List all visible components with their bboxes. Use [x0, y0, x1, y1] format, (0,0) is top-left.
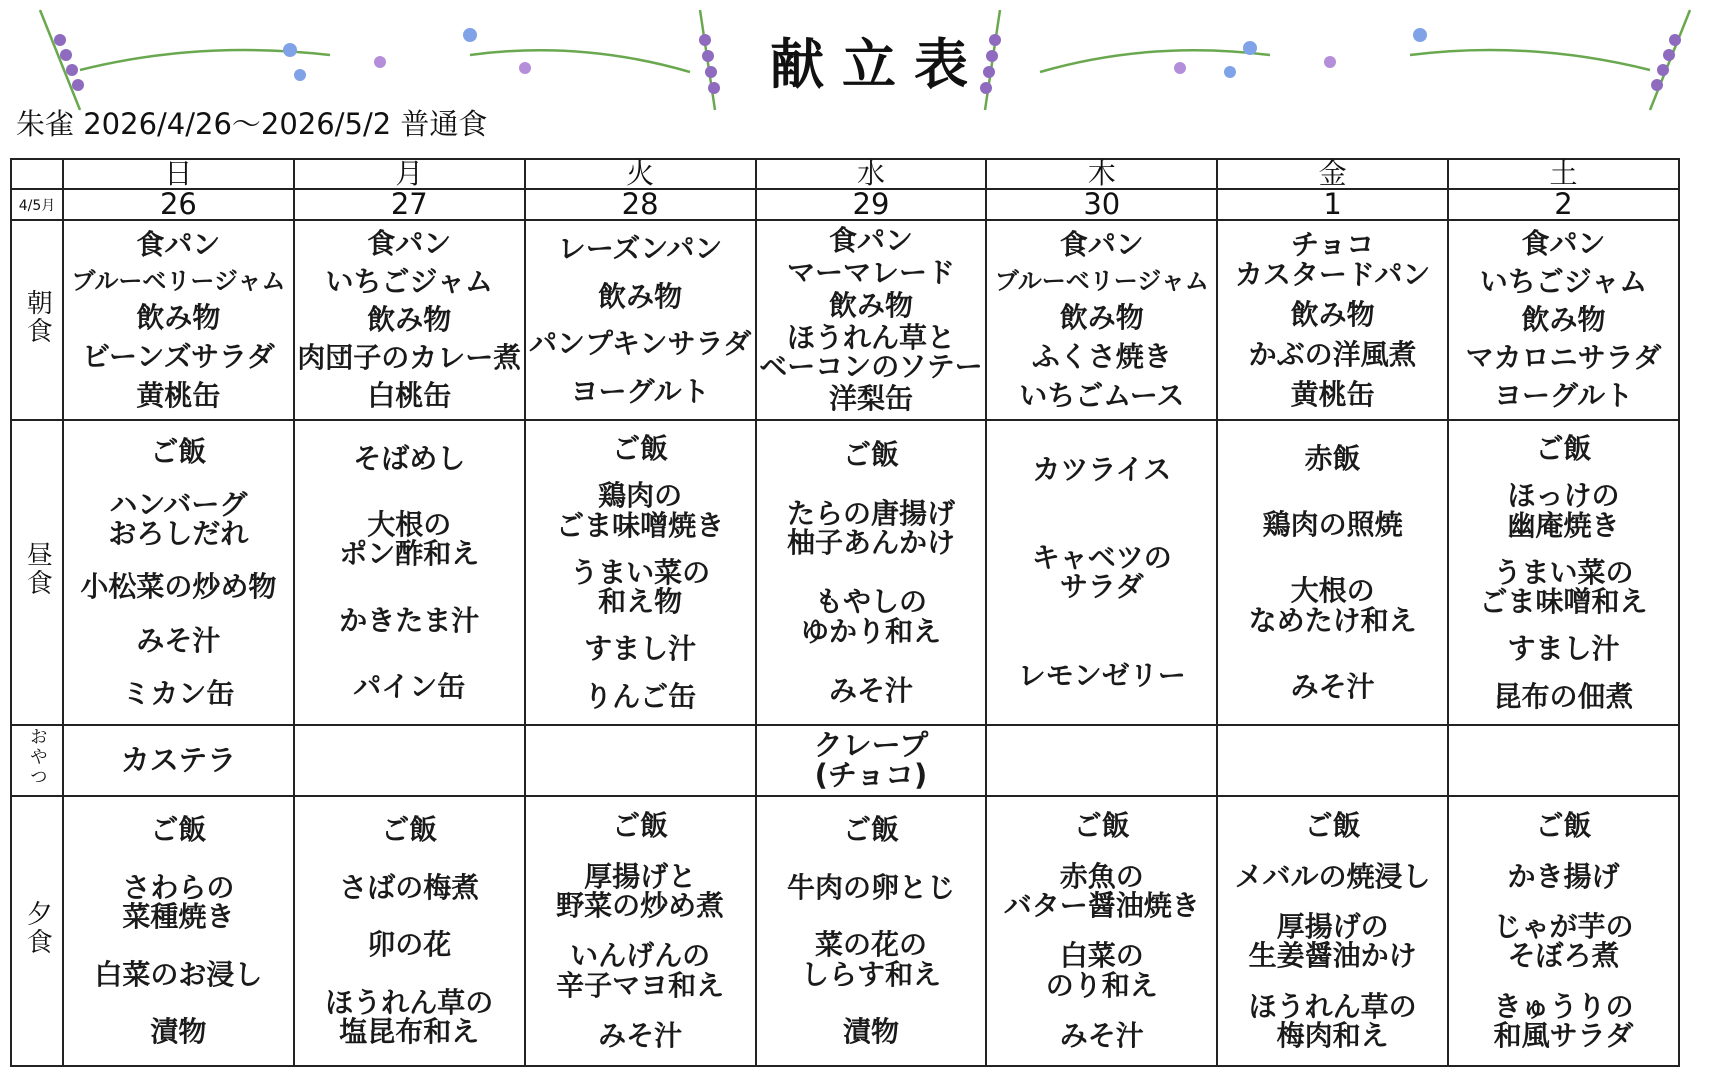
menu-item: ご飯 [612, 809, 669, 843]
menu-item: ほうれん草と ベーコンのソテー [759, 320, 983, 384]
menu-item: 白菜の のり和え [1045, 939, 1158, 1002]
snack-items [526, 726, 755, 795]
menu-item: 食パン [1059, 227, 1144, 261]
snack-label [11, 725, 63, 796]
menu-item: 大根の なめたけ和え [1248, 574, 1417, 637]
menu-item: たらの唐揚げ 柚子あんかけ [786, 496, 955, 560]
date-cell: 30 [986, 189, 1217, 220]
lunch-cell [756, 420, 987, 725]
menu-item: 飲み物 [598, 279, 683, 313]
dinner-cell [525, 796, 756, 1066]
menu-item: ご飯 [1073, 809, 1130, 843]
menu-item: カツライス [1032, 452, 1172, 486]
menu-item: 菜の花の しらす和え [800, 928, 941, 991]
breakfast-cell [525, 220, 756, 420]
menu-item: 飲み物 [1521, 303, 1606, 337]
menu-item: みそ汁 [1059, 1019, 1144, 1052]
menu-item: じゃが芋の そぼろ煮 [1493, 909, 1634, 973]
menu-item: クレープ (チョコ) [813, 728, 929, 793]
snack-cell snack [986, 725, 1217, 796]
menu-item: いちごジャム [1479, 265, 1648, 299]
dinner-items [526, 797, 755, 1065]
menu-item: 飲み物 [136, 301, 221, 335]
corner-cell [11, 159, 63, 189]
day-name-cell: 木 [986, 159, 1217, 189]
menu-item: 大根の ポン酢和え [339, 507, 480, 571]
menu-item: かぶの洋風煮 [1248, 338, 1417, 372]
menu-item: ブルーベリージャム [71, 266, 286, 295]
menu-item: ご飯 [612, 431, 669, 465]
breakfast-items [295, 221, 524, 419]
menu-item: うまい菜の ごま味噌和え [1479, 555, 1648, 619]
lunch-items [526, 421, 755, 724]
menu-item: いちごムース [1019, 378, 1185, 412]
lunch-label-text: 昼食 [22, 541, 53, 598]
menu-item: 洋梨缶 [828, 382, 913, 416]
menu-item: みそ汁 [598, 1019, 683, 1052]
menu-item: カステラ [120, 743, 237, 778]
menu-subtitle: 朱雀 2026/4/26〜2026/5/2 普通食 [16, 107, 488, 141]
snack-items [1218, 726, 1447, 795]
page-title: 献立表 [770, 33, 986, 96]
menu-item: 鶏肉の照焼 [1262, 507, 1403, 541]
menu-item: すまし汁 [584, 632, 697, 666]
menu-item: レーズンパン [557, 232, 723, 266]
menu-item: キャベツの サラダ [1031, 541, 1172, 604]
lunch-cell [525, 420, 756, 725]
lunch-label [11, 420, 63, 725]
menu-item: 飲み物 [367, 303, 452, 337]
dinner-cell [1217, 796, 1448, 1066]
menu-item: もやしの ゆかり和え [800, 585, 941, 648]
dinner-items [64, 797, 293, 1065]
menu-item: さばの梅煮 [339, 870, 480, 904]
menu-item: ほうれん草の 塩昆布和え [325, 985, 494, 1049]
menu-item: ご飯 [150, 813, 207, 846]
menu-item: マーマレード [786, 256, 955, 290]
menu-item: ご飯 [150, 434, 207, 468]
menu-item: 赤魚の バター醤油焼き [1003, 859, 1200, 923]
day-name-cell: 日 [63, 159, 294, 189]
dinner-label-text: 夕食 [22, 899, 53, 956]
lunch-items [987, 421, 1216, 724]
date-cell: 27 [294, 189, 525, 220]
lunch-items [1218, 421, 1447, 724]
breakfast-items [757, 221, 986, 419]
breakfast-cell [1448, 220, 1679, 420]
menu-item: 厚揚げの 生姜醤油かけ [1248, 909, 1417, 973]
menu-item: そばめし [353, 441, 466, 475]
menu-item: 漬物 [842, 1015, 899, 1049]
menu-table [10, 158, 1680, 1067]
menu-item: ほうれん草の 梅肉和え [1248, 989, 1417, 1052]
dinner-cell [756, 796, 987, 1066]
menu-item: みそ汁 [828, 673, 913, 707]
menu-item: マカロニサラダ [1465, 341, 1662, 375]
day-name-row [11, 159, 1679, 189]
snack-items [295, 726, 524, 795]
menu-item: 飲み物 [1059, 301, 1144, 335]
snack-cell snack [525, 725, 756, 796]
snack-row [11, 725, 1679, 796]
date-row [11, 189, 1679, 220]
menu-item: いちごジャム [325, 265, 493, 299]
dinner-row [11, 796, 1679, 1066]
menu-item: すまし汁 [1507, 632, 1620, 666]
snack-items [987, 726, 1216, 795]
menu-item: 赤飯 [1304, 441, 1361, 475]
date-cell: 1 [1217, 189, 1448, 220]
menu-item: かき揚げ [1507, 859, 1620, 893]
date-cell: 28 [525, 189, 756, 220]
day-name-cell: 土 [1448, 159, 1679, 189]
menu-item: 黄桃缶 [136, 378, 221, 412]
menu-item: ビーンズサラダ [82, 340, 275, 373]
breakfast-items [987, 221, 1216, 419]
snack-cell snack [756, 725, 987, 796]
menu-item: 卯の花 [367, 928, 452, 962]
menu-item: いんげんの 辛子マヨ和え [556, 939, 725, 1002]
menu-item: チョコ カスタードパン [1234, 228, 1431, 291]
page-header [0, 0, 1724, 141]
snack-label-text: おやつ [26, 727, 48, 788]
menu-item: 小松菜の炒め物 [80, 570, 277, 604]
date-cell: 2 [1448, 189, 1679, 220]
lunch-cell [1217, 420, 1448, 725]
lunch-cell [986, 420, 1217, 725]
menu-item: 厚揚げと 野菜の炒め煮 [556, 859, 725, 923]
menu-item: 飲み物 [1290, 297, 1375, 331]
dinner-items [757, 797, 986, 1065]
menu-item: ご飯 [1535, 431, 1592, 465]
menu-item: ミカン缶 [122, 676, 235, 710]
lunch-cell [1448, 420, 1679, 725]
dinner-cell [1448, 796, 1679, 1066]
dinner-cell [986, 796, 1217, 1066]
menu-item: パイン缶 [353, 670, 466, 704]
menu-item: みそ汁 [1290, 670, 1375, 704]
lunch-items [1449, 421, 1678, 724]
snack-cell snack [294, 725, 525, 796]
menu-item: 食パン [136, 227, 221, 261]
menu-item: パンプキンサラダ [528, 327, 752, 361]
day-name-cell: 金 [1217, 159, 1448, 189]
menu-item: 漬物 [150, 1015, 207, 1049]
menu-item: さわらの 菜種焼き [122, 870, 235, 934]
menu-item: ご飯 [381, 813, 438, 846]
menu-item: ほっけの 幽庵焼き [1507, 479, 1620, 542]
dinner-items [295, 797, 524, 1065]
breakfast-items [1218, 221, 1447, 419]
lunch-items [295, 421, 524, 724]
snack-items [64, 726, 293, 795]
menu-item: ハンバーグ おろしだれ [108, 487, 249, 551]
menu-item: 牛肉の卵とじ [786, 870, 955, 904]
lunch-cell [294, 420, 525, 725]
lunch-items [64, 421, 293, 724]
menu-item: うまい菜の 和え物 [570, 555, 711, 619]
breakfast-cell [986, 220, 1217, 420]
menu-item: ブルーベリージャム [994, 266, 1209, 295]
menu-item: 白桃缶 [367, 379, 452, 413]
breakfast-cell [63, 220, 294, 420]
menu-item: かきたま汁 [339, 603, 480, 637]
lunch-items [757, 421, 986, 724]
menu-item: りんご缶 [584, 679, 697, 713]
menu-item: ヨーグルト [1493, 379, 1634, 413]
breakfast-cell [756, 220, 987, 420]
dinner-items [987, 797, 1216, 1065]
menu-item: 食パン [1521, 227, 1606, 261]
dinner-label [11, 796, 63, 1066]
snack-cell snack [63, 725, 294, 796]
menu-item: ふくさ焼き [1031, 340, 1172, 373]
lunch-cell [63, 420, 294, 725]
snack-cell snack [1448, 725, 1679, 796]
day-name-cell: 火 [525, 159, 756, 189]
lunch-row [11, 420, 1679, 725]
breakfast-row [11, 220, 1679, 420]
breakfast-items [526, 221, 755, 419]
breakfast-label [11, 220, 63, 420]
date-cell: 29 [756, 189, 987, 220]
menu-item: 昆布の佃煮 [1493, 679, 1634, 713]
breakfast-items [64, 221, 293, 419]
day-name-cell: 水 [756, 159, 987, 189]
menu-item: 飲み物 [828, 288, 913, 322]
date-cell: 26 [63, 189, 294, 220]
menu-item: レモンゼリー [1017, 659, 1186, 693]
dinner-items [1449, 797, 1678, 1065]
menu-item: 肉団子のカレー煮 [297, 341, 522, 375]
menu-item: きゅうりの 和風サラダ [1493, 989, 1634, 1052]
menu-item: ご飯 [842, 437, 899, 471]
breakfast-cell [1217, 220, 1448, 420]
menu-item: 黄桃缶 [1290, 378, 1375, 412]
dinner-cell [63, 796, 294, 1066]
menu-item: ご飯 [1304, 809, 1361, 843]
menu-item: 白菜のお浸し [94, 957, 263, 991]
dinner-items [1218, 797, 1447, 1065]
snack-items [1449, 726, 1678, 795]
menu-item: 鶏肉の ごま味噌焼き [556, 479, 725, 542]
snack-cell snack [1217, 725, 1448, 796]
month-label: 4/5月 [11, 189, 63, 220]
day-name-cell: 月 [294, 159, 525, 189]
menu-item: ご飯 [1535, 809, 1592, 843]
dinner-cell [294, 796, 525, 1066]
breakfast-label-text: 朝食 [22, 288, 53, 345]
menu-item: ご飯 [842, 813, 899, 846]
breakfast-cell [294, 220, 525, 420]
menu-item: 食パン [367, 227, 452, 261]
snack-items [757, 726, 986, 795]
menu-item: 食パン [828, 224, 913, 258]
menu-item: ヨーグルト [570, 374, 710, 408]
menu-item: メバルの焼浸し [1234, 859, 1431, 893]
breakfast-items [1449, 221, 1678, 419]
menu-item: みそ汁 [136, 623, 221, 657]
